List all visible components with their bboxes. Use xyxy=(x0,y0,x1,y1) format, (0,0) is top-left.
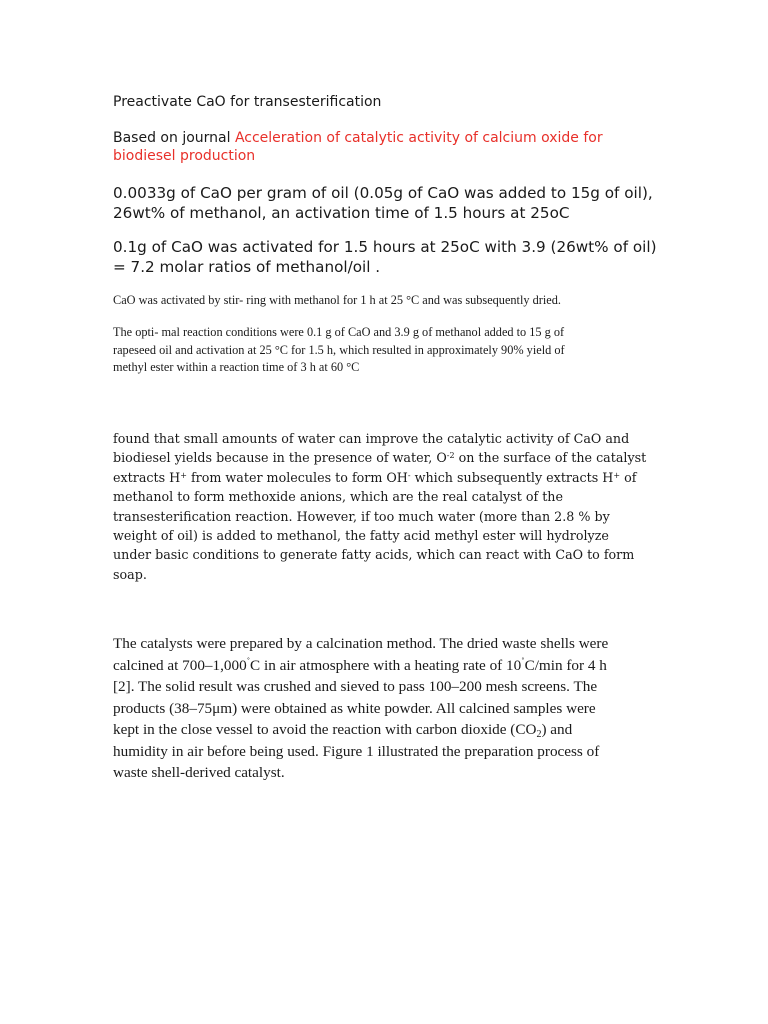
catalyst-line-1: The catalysts were prepared by a calcination method. The dried waste shells were xyxy=(113,635,609,652)
stirring-note xyxy=(113,292,653,309)
journal-reference xyxy=(113,129,653,165)
dosage-line-2: 26wt% of methanol, an activation time of 1.5 hours at 25oC xyxy=(113,204,570,222)
degree-symbol: ˚ xyxy=(246,656,251,668)
water-line-2-text: biodiesel yields because in the presence of water, O xyxy=(113,450,447,466)
water-line-3 xyxy=(113,468,658,487)
water-line-2 xyxy=(113,448,658,467)
water-line-4: methanol to form methoxide anions, which are the real catalyst of the xyxy=(113,489,563,505)
catalyst-line-2-end: C/min for 4 h xyxy=(524,656,607,674)
catalyst-line-6: humidity in air before being used. Figure 1 illustrated the preparation process of xyxy=(113,742,600,760)
catalyst-line-2-mid: C in air atmosphere with a heating rate of 10 xyxy=(250,656,522,674)
catalyst-line-2-text: calcined at 700–1,000 xyxy=(113,656,247,674)
catalyst-line-5-end: ) and xyxy=(541,721,573,738)
catalyst-line-3: [2]. The solid result was crushed and sieved to pass 100–200 mesh screens. The xyxy=(113,678,598,695)
water-effect-paragraph xyxy=(113,429,658,584)
document-title xyxy=(113,93,653,111)
catalyst-line-4: products (38–75μm) were obtained as white powder. All calcined samples were xyxy=(113,699,596,717)
water-line-1: found that small amounts of water can improve the catalytic activity of CaO and xyxy=(113,431,630,446)
water-line-5: transesterification reaction. However, if too much water (more than 2.8 % by xyxy=(113,508,610,524)
dosage-line-1: 0.0033g of CaO per gram of oil (0.05g of CaO was added to 15g of oil), xyxy=(113,184,653,202)
activation-line-2: = 7.2 molar ratios of methanol/oil . xyxy=(113,258,381,276)
water-line-2-rest: on the surface of the catalyst xyxy=(454,450,647,466)
oxygen-charge-superscript: -2 xyxy=(446,451,455,461)
degree-symbol-2: ˚ xyxy=(521,656,525,668)
water-line-3-mid2: which subsequently extracts H xyxy=(410,469,614,485)
water-line-7: under basic conditions to generate fatty acids, which can react with CaO to form xyxy=(113,547,635,563)
journal-prefix: Based on journal xyxy=(113,130,235,146)
proton-superscript-2: + xyxy=(613,470,621,480)
optimal-line-1: The opti- mal reaction conditions were 0.1 g of CaO and 3.9 g of methanol added to 15 g of xyxy=(113,325,565,339)
catalyst-line-5 xyxy=(113,719,658,741)
hydroxide-superscript: - xyxy=(407,470,411,480)
activation-line-1: 0.1g of CaO was activated for 1.5 hours at 25oC with 3.9 (26wt% of oil) xyxy=(113,238,657,256)
catalyst-preparation-paragraph xyxy=(113,633,658,784)
water-line-3-text: extracts H xyxy=(113,469,181,485)
catalyst-line-5-text: kept in the close vessel to avoid the reaction with carbon dioxide (CO xyxy=(113,721,537,738)
proton-superscript: + xyxy=(180,470,187,480)
optimal-line-2: rapeseed oil and activation at 25 °C for 1.5 h, which resulted in approximately 90% yield of xyxy=(113,342,565,357)
catalyst-line-2 xyxy=(113,655,658,677)
journal-link-continued[interactable]: biodiesel production xyxy=(113,148,256,164)
water-line-6: weight of oil) is added to methanol, the fatty acid methyl ester will hydrolyze xyxy=(113,528,609,544)
optimal-conditions-note xyxy=(113,324,653,377)
optimal-line-3: methyl ester within a reaction time of 3 h at 60 °C xyxy=(113,360,360,374)
dosage-paragraph xyxy=(113,183,653,223)
stirring-note-text: CaO was activated by stir- ring with methanol for 1 h at 25 °C and was subsequently dried. xyxy=(113,293,561,307)
journal-link[interactable]: Acceleration of catalytic activity of calcium oxide for xyxy=(234,130,603,146)
title-text: Preactivate CaO for transesterification xyxy=(113,94,382,110)
water-line-3-end: of xyxy=(620,469,637,485)
co2-subscript: 2 xyxy=(536,729,542,740)
catalyst-line-7: waste shell-derived catalyst. xyxy=(113,764,285,781)
water-line-8: soap. xyxy=(113,566,147,582)
water-line-3-mid: from water molecules to form OH xyxy=(186,469,408,485)
activation-paragraph xyxy=(113,237,657,277)
journal-line-1 xyxy=(113,129,653,147)
